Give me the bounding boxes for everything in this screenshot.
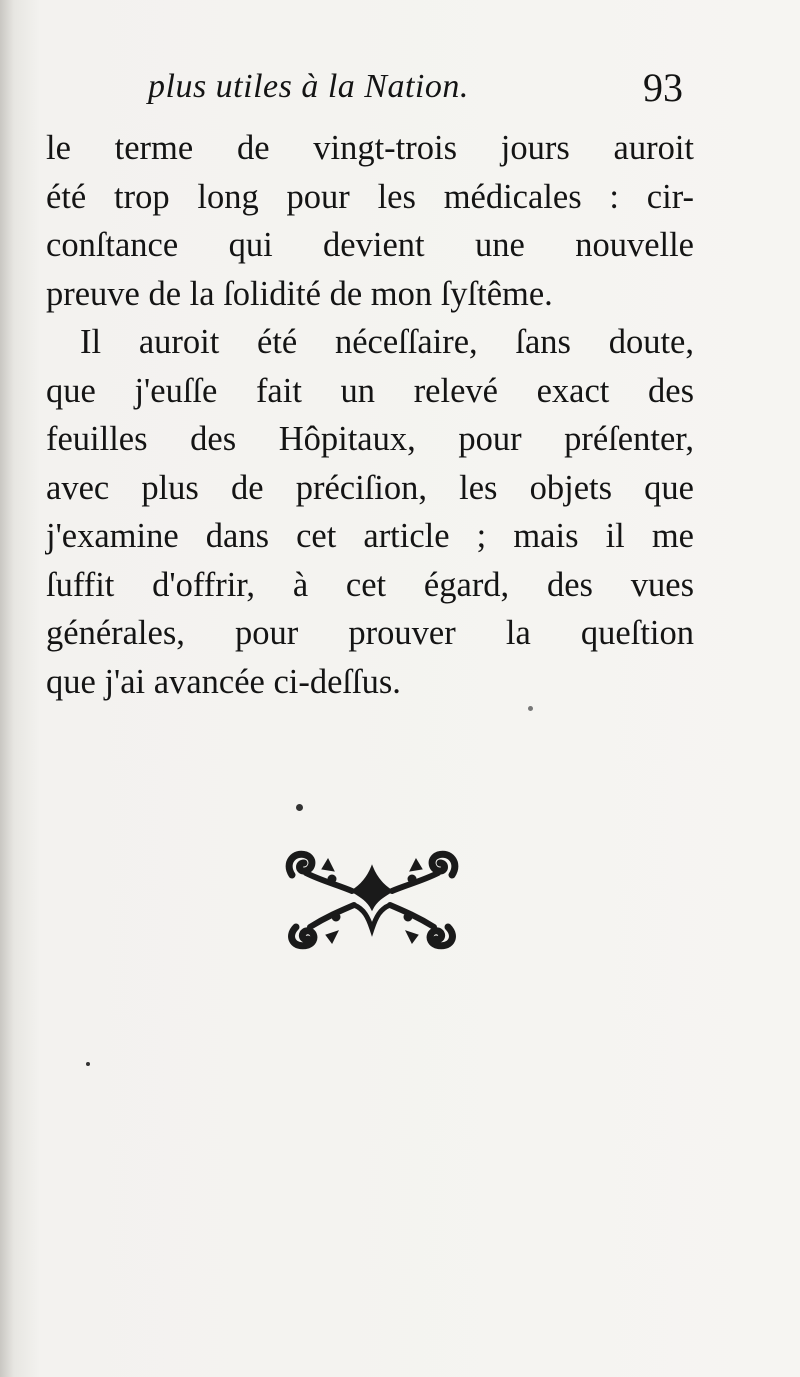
ink-speck: [86, 1062, 90, 1066]
text-line: j'examine dans cet article ; mais il me: [46, 517, 694, 555]
page-number: 93: [643, 65, 683, 110]
fleuron-ornament-icon: [282, 845, 462, 950]
ink-speck: [528, 706, 533, 711]
text-line: le terme de vingt-trois jours auroit: [46, 129, 694, 167]
text-line: que j'euſſe fait un relevé exact des: [46, 371, 694, 410]
text-line: avec plus de préciſion, les objets que: [46, 468, 694, 507]
running-title: plus utiles à la Nation.: [148, 68, 469, 105]
text-line: que j'ai avancée ci-deſſus.: [46, 662, 401, 701]
text-line: preuve de la ſolidité de mon ſyſtême.: [46, 274, 553, 313]
text-line: feuilles des Hôpitaux, pour préſenter,: [46, 420, 694, 458]
text-line: Il auroit été néceſſaire, ſans doute,: [80, 323, 694, 361]
body-text: [46, 124, 694, 706]
text-line: générales, pour prouver la queſtion: [46, 614, 694, 652]
page-header: [148, 62, 693, 114]
ink-speck: [296, 804, 303, 811]
text-line: été trop long pour les médicales : cir-: [46, 177, 694, 216]
text-line: ſuffit d'offrir, à cet égard, des vues: [46, 565, 694, 604]
text-line: conſtance qui devient une nouvelle: [46, 226, 694, 264]
